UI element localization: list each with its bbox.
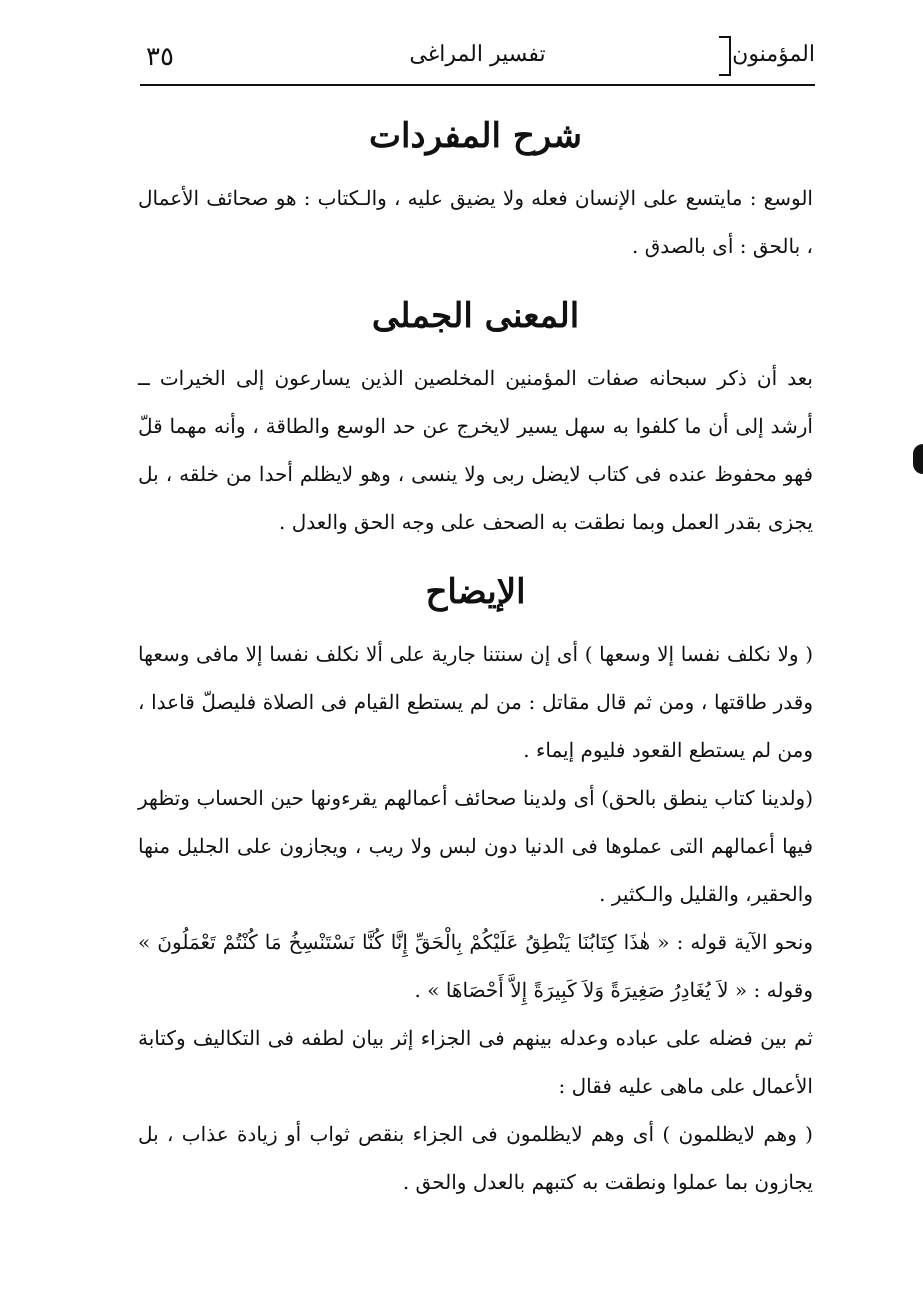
section-heading: شرح المفردات <box>368 116 583 156</box>
chapter-name: المؤمنون <box>732 42 815 67</box>
paragraph: (ولدينا كتاب ينطق بالحق) أى ولدينا صحائف أعمالهم يقرءونها حين الحساب وتظهر فيها أعمالهم التى عملوها فى الدنيا دون لبس ولا ريب ، ويجازون على الجليل منها والحقير، والقليل والـكثير . <box>138 786 813 906</box>
paragraph: ثم بين فضله على عباده وعدله بينهم فى الجزاء إثر بيان لطفه فى التكاليف وكتابة الأعمال على ماهى عليه فقال : <box>138 1026 813 1098</box>
paragraph: الوسع : مايتسع على الإنسان فعله ولا يضيق عليه ، والـكتاب : هو صحائف الأعمال ، بالحق : أى بالصدق . <box>138 186 813 258</box>
chapter-bracket <box>719 36 731 76</box>
section-heading: الإيضاح <box>425 572 526 612</box>
page-body <box>138 104 813 1206</box>
section-heading: المعنى الجملى <box>371 296 580 336</box>
running-header <box>140 36 815 84</box>
page-number: ٣٥ <box>146 42 174 72</box>
page-edge-mark <box>913 444 923 474</box>
paragraph: ( وهم لايظلمون ) أى وهم لايظلمون فى الجزاء بنقص ثواب أو زيادة عذاب ، بل يجازون بما عملوا ونطقت به كتبهم بالعدل والحق . <box>138 1122 813 1194</box>
book-title: تفسير المراغى <box>409 42 546 67</box>
section-explanation <box>138 560 813 1206</box>
paragraph: ( ولا نكلف نفسا إلا وسعها ) أى إن سنتنا جارية على ألا نكلف نفسا إلا مافى وسعها وقدر طاقتها ، ومن ثم قال مقاتل : من لم يستطع القيام فى الصلاة فليصلّ قاعدا ، ومن لم يستطع القعود فليوم إيماء . <box>138 642 813 762</box>
header-rule <box>140 84 815 86</box>
paragraph: بعد أن ذكر سبحانه صفات المؤمنين المخلصين الذين يسارعون إلى الخيرات ــ أرشد إلى أن ما كلفوا به سهل يسير لايخرج عن حد الوسع والطاقة ، وأنه مهما قلّ فهو محفوظ عنده فى كتاب لايضل ربى ولا ينسى ، وهو لايظلم أحدا من خلقه ، بل يجزى بقدر العمل وبما نطقت به الصحف على وجه الحق والعدل . <box>138 366 813 534</box>
quran-quote-paragraph: ونحو الآية قوله : « هٰذَا كِتَابُنَا يَنْطِقُ عَلَيْكُمْ بِالْحَقِّ إِنَّا كُنَّا نَسْتَنْسِخُ مَا كُنْتُمْ تَعْمَلُونَ » وقوله : « لاَ يُغَادِرُ صَغِيرَةً وَلاَ كَبِيرَةً إِلاَّ أَحْصَاهَا » . <box>138 930 813 1002</box>
section-vocabulary <box>138 104 813 270</box>
section-general-meaning <box>138 284 813 546</box>
